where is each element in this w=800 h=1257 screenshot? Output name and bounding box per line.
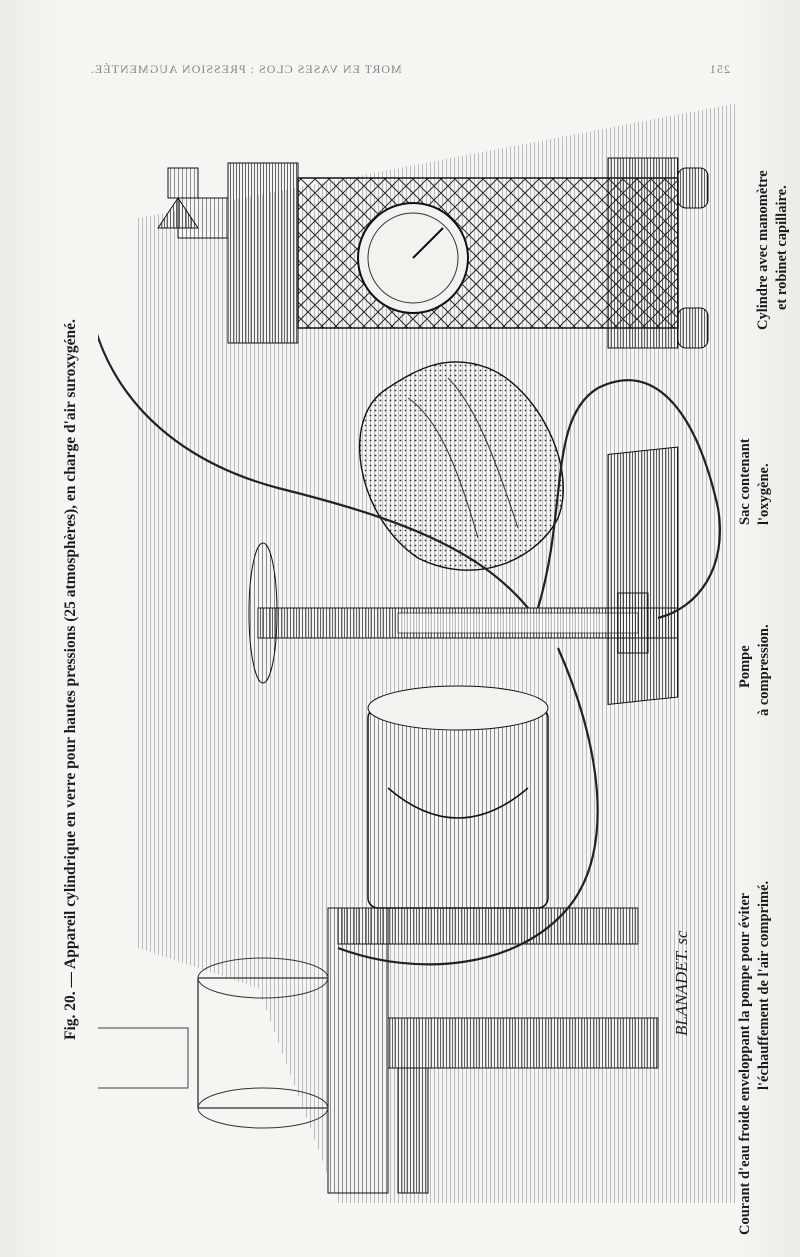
label-pump-line1: Pompe: [737, 645, 753, 688]
figure-caption: Fig. 20. — Appareil cylindrique en verre pour hautes pressions (25 atmosphères), en charge d'air suroxygéné.: [62, 319, 79, 1040]
pressure-cylinder: [158, 158, 708, 348]
label-bag-line1: Sac contenant: [737, 438, 753, 525]
running-head: [90, 62, 730, 77]
label-water-line1: Courant d'eau froide enveloppant la pompe pour éviter: [737, 892, 753, 1235]
engraving-illustration: [98, 88, 738, 1203]
label-bag-line2: l'oxygène.: [756, 463, 772, 525]
engraving-plate: [98, 88, 738, 1203]
label-cylinder-line1: Cylindre avec manomètre: [755, 170, 771, 330]
engraver-signature: BLANADET. sc: [672, 930, 691, 1036]
label-cylinder-line2: et robinet capillaire.: [774, 185, 790, 310]
label-water-line2: l'échauffement de l'air comprimé.: [756, 880, 772, 1090]
label-pump-line2: à compression.: [756, 624, 772, 716]
running-head-title: MORT EN VASES CLOS : PRESSION AUGMENTÉE.: [90, 62, 402, 76]
page-number: 251: [709, 62, 730, 76]
cooling-bucket: [368, 686, 548, 908]
